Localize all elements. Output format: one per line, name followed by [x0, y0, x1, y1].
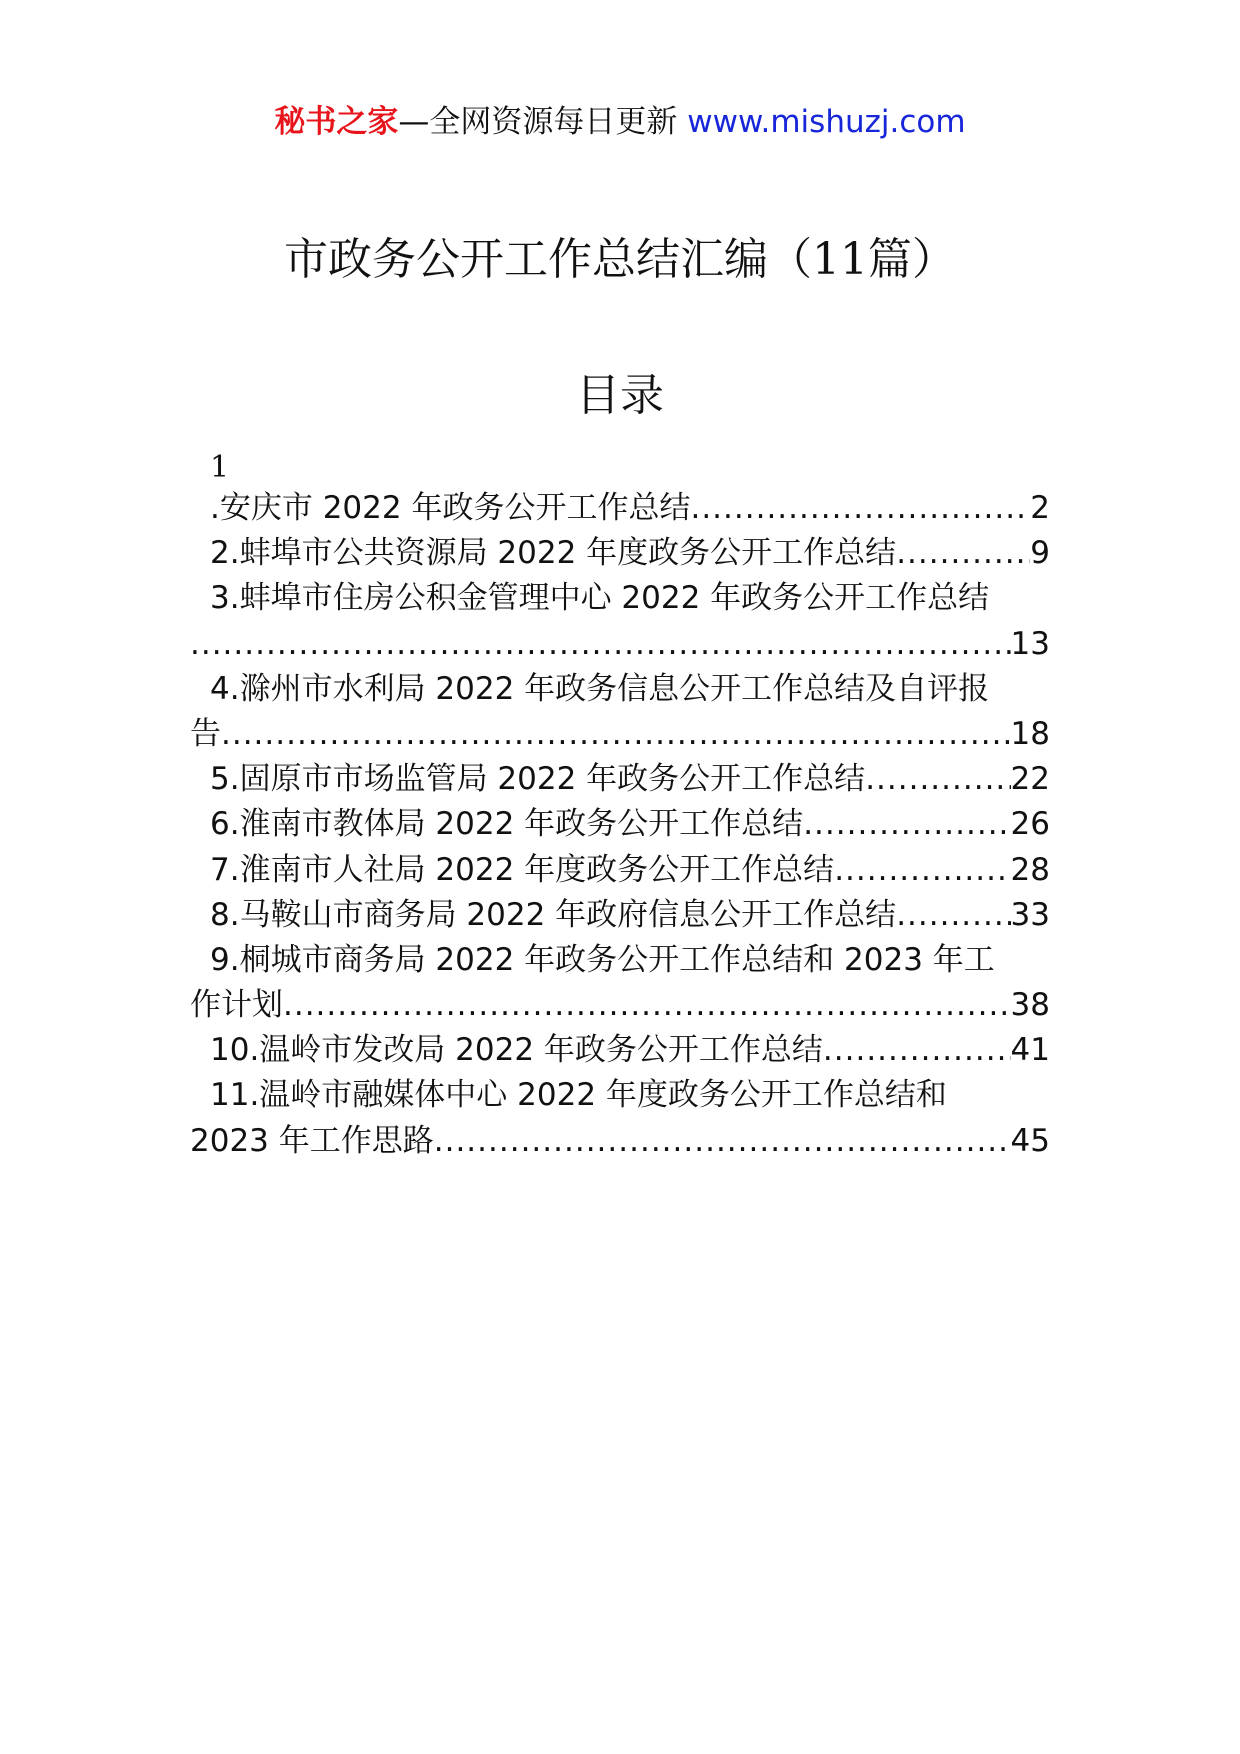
toc-entry-3[interactable] — [190, 576, 1050, 621]
toc-entry-title: 10.温岭市发改局 2022 年政务公开工作总结 — [210, 1032, 823, 1069]
document-title — [0, 230, 1240, 290]
toc-leader-dots — [896, 893, 1010, 938]
toc-entry-8[interactable] — [190, 893, 1050, 938]
toc-entry-5[interactable] — [190, 757, 1050, 802]
toc-leader-dots — [690, 486, 1030, 531]
toc-entry-11[interactable] — [190, 1073, 1050, 1118]
toc-entry-title: 7.淮南市人社局 2022 年度政务公开工作总结 — [210, 851, 835, 888]
toc-leader-dots — [221, 712, 1011, 757]
toc-entry-6[interactable] — [190, 802, 1050, 847]
toc-entry-title: 6.淮南市教体局 2022 年政务公开工作总结 — [210, 806, 804, 843]
toc-entry-title: 5.固原市市场监管局 2022 年政务公开工作总结 — [210, 761, 866, 798]
toc-entry-title: 4.滁州市水利局 2022 年政务信息公开工作总结及自评报 — [210, 670, 990, 707]
toc-page-number: 33 — [1010, 896, 1050, 933]
toc-heading: 目录 — [576, 370, 664, 421]
toc-page-number: 45 — [1010, 1122, 1050, 1159]
brand-name: 秘书之家 — [274, 104, 399, 140]
toc-page-number: 38 — [1010, 987, 1050, 1024]
toc-leader-dots — [823, 1028, 1011, 1073]
toc-entry-4[interactable] — [190, 667, 1050, 712]
toc-leader-dots — [803, 802, 1010, 847]
toc-entry-7[interactable] — [190, 848, 1050, 893]
toc-page-number: 26 — [1010, 806, 1050, 843]
toc-page-number: 2 — [1030, 490, 1050, 526]
toc-page-number: 41 — [1010, 1032, 1050, 1069]
title-count: 11 — [812, 234, 868, 285]
toc-leader-dots — [834, 848, 1010, 893]
toc-leader-dots — [283, 983, 1011, 1028]
toc-entry-title: 8.马鞍山市商务局 2022 年政府信息公开工作总结 — [210, 896, 897, 933]
toc-entry-1[interactable] — [190, 486, 1050, 531]
title-main: 市政务公开工作总结汇编（ — [284, 234, 812, 285]
toc-leader-dots — [434, 1119, 1011, 1164]
toc-entry-title-continued: 2023 年工作思路 — [190, 1122, 434, 1159]
site-url-link[interactable]: www.mishuzj.com — [687, 104, 966, 140]
toc-page-number: 22 — [1010, 761, 1050, 798]
title-suffix: 篇） — [868, 234, 956, 285]
toc-entry-9[interactable] — [190, 938, 1050, 983]
toc-entry-title: 11.温岭市融媒体中心 2022 年度政务公开工作总结和 — [210, 1077, 947, 1114]
toc-entry-9-continued[interactable] — [190, 983, 1050, 1028]
toc-entry-10[interactable] — [190, 1028, 1050, 1073]
toc-page-number: 9 — [1030, 535, 1050, 572]
toc-entry-title: 3.蚌埠市住房公积金管理中心 2022 年政务公开工作总结 — [210, 580, 990, 617]
header-tagline: —全网资源每日更新 — [398, 104, 688, 140]
toc-page-number: 13 — [1010, 625, 1050, 662]
site-header — [0, 100, 1240, 144]
toc-entry-title-continued: 作计划 — [190, 987, 283, 1024]
toc-entry-title: 9.桐城市商务局 2022 年政务公开工作总结和 2023 年工 — [210, 941, 995, 978]
toc-page-number: 28 — [1010, 851, 1050, 888]
toc-entry-title: 2.蚌埠市公共资源局 2022 年度政务公开工作总结 — [210, 535, 897, 572]
toc-leader-dots — [865, 757, 1010, 802]
toc-entry-title: .安庆市 2022 年政务公开工作总结 — [210, 490, 691, 526]
toc-leader-dots — [896, 531, 1030, 576]
table-of-contents — [190, 486, 1050, 1164]
toc-lead-number: 1 — [210, 450, 230, 485]
toc-entry-2[interactable] — [190, 531, 1050, 576]
toc-entry-11-continued[interactable] — [190, 1119, 1050, 1164]
toc-page-number: 18 — [1010, 715, 1050, 752]
toc-entry-4-continued[interactable] — [190, 712, 1050, 757]
toc-leader-dots — [190, 622, 1011, 667]
toc-entry-3-continued[interactable] — [190, 622, 1050, 667]
toc-entry-title-continued: 告 — [190, 715, 221, 752]
